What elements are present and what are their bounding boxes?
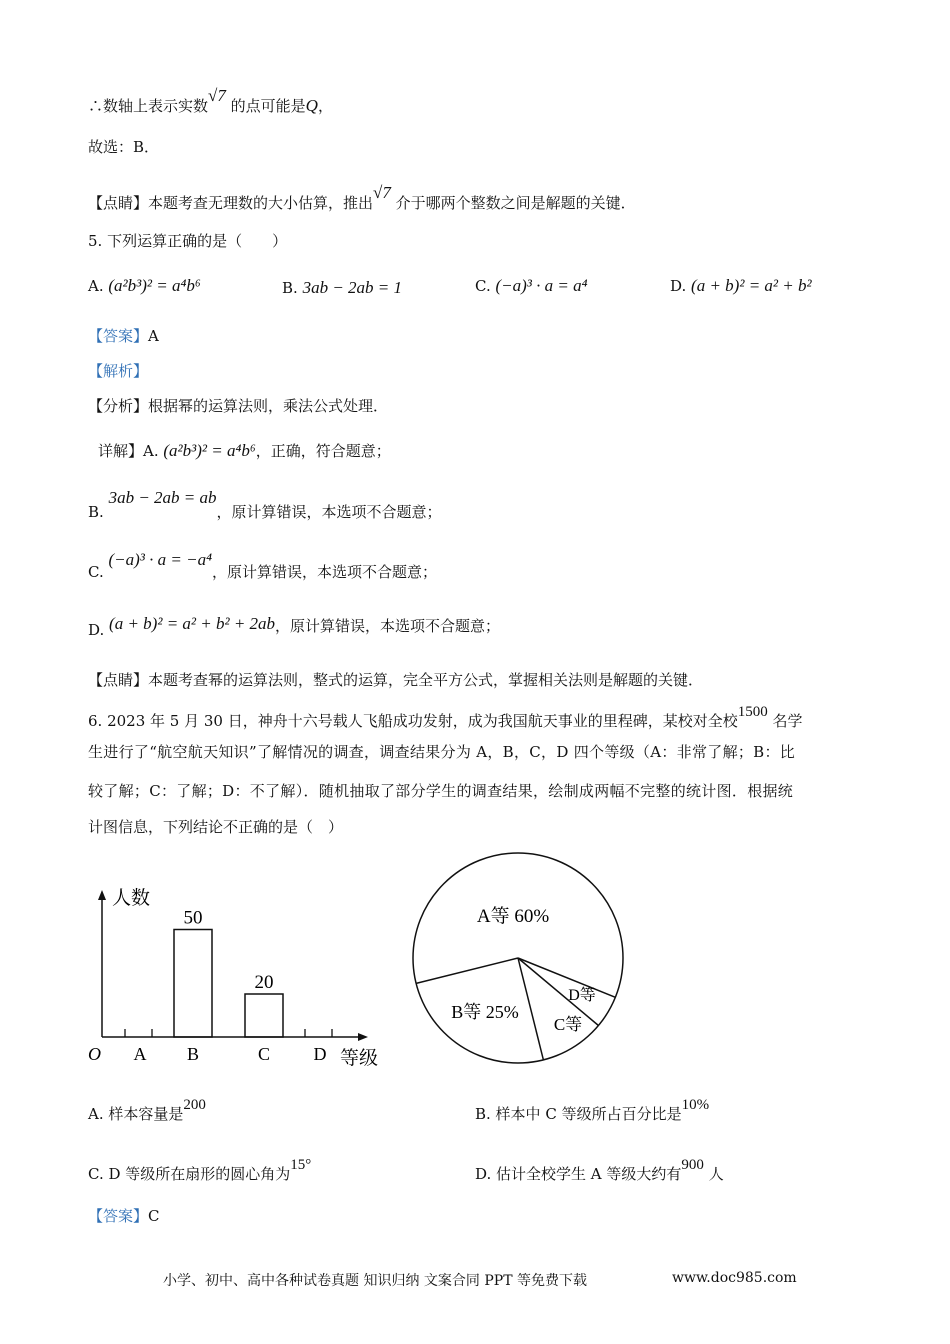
x-axis-arrow (358, 1033, 368, 1041)
q6-line: 6. 2023 年 5 月 30 日，神舟十六号载人飞船成功发射，成为我国航天事业的里程碑，某校对全校1500 名学 (88, 704, 803, 730)
y-axis-label: 人数 (112, 888, 151, 909)
pie-slice-edge (518, 958, 615, 997)
q5-option-c: C. (−a)³ · a = a⁴ (475, 276, 588, 295)
x-tick-label: A (133, 1044, 147, 1064)
q6-option-a: A. 样本容量是200 (88, 1097, 206, 1123)
q6-line: 计图信息，下列结论不正确的是（ ） (88, 818, 344, 836)
x-tick-label: C (257, 1044, 271, 1064)
pie-label: D等 (568, 987, 596, 1004)
text-line: 故选：B． (88, 138, 160, 156)
x-axis-label: 等级 (340, 1048, 379, 1069)
origin-label: O (88, 1044, 101, 1064)
text-line: 【点睛】本题考查无理数的大小估算，推出√7 介于哪两个整数之间是解题的关键． (88, 183, 636, 212)
bar-B (174, 930, 212, 1038)
q5-answer: 【答案】A (88, 327, 159, 345)
pie-chart (413, 853, 623, 1063)
y-axis-arrow (98, 890, 106, 900)
detail-a: 详解】A. (a²b³)² = a⁴b⁶，正确，符合题意； (98, 441, 391, 460)
pie-slice-edge (416, 958, 518, 983)
sqrt7: √7 (208, 86, 226, 105)
q6-option-d: D. 估计全校学生 A 等级大约有900 人 (475, 1157, 724, 1183)
q6-line: 较了解；C：了解；D：不了解）．随机抽取了部分学生的调查结果，绘制成两幅不完整的统计图．根据统 (88, 782, 794, 800)
bar-value-label: 20 (254, 972, 274, 993)
pie-label: A等 60% (476, 906, 550, 927)
analysis-tag: 【解析】 (88, 362, 149, 380)
text-line: ∴数轴上表示实数√7 的点可能是Q， (88, 86, 333, 115)
q6-option-b: B. 样本中 C 等级所占百分比是10% (475, 1097, 710, 1123)
footer-link[interactable]: www.doc985.com (672, 1270, 797, 1286)
q5-stem: 5. 下列运算正确的是（ ） (88, 232, 288, 250)
detail-d: D. (a + b)² = a² + b² + 2ab，原计算错误，本选项不合题意； (88, 614, 501, 639)
q6-line: 生进行了“航空航天知识”了解情况的调查，调查结果分为 A，B，C，D 四个等级（A：非常了解；B：比 (88, 743, 796, 761)
footer-text: 小学、初中、高中各种试卷真题 知识归纳 文案合同 PPT 等免费下载 (163, 1273, 587, 1289)
x-tick-label: B (186, 1044, 200, 1064)
pie-label: B等 25% (451, 1002, 519, 1022)
q6-answer: 【答案】C (88, 1207, 160, 1225)
dianjing: 【点睛】本题考查幂的运算法则，整式的运算，完全平方公式，掌握相关法则是解题的关键． (88, 671, 704, 689)
bar-C (245, 994, 283, 1037)
bar-value-label: 50 (183, 907, 203, 929)
detail-b: B. 3ab − 2ab = ab，原计算错误，本选项不合题意； (88, 488, 442, 521)
detail-c: C. (−a)³ · a = −a⁴，原计算错误，本选项不合题意； (88, 550, 438, 581)
analysis-text: 【分析】根据幂的运算法则，乘法公式处理． (88, 397, 389, 415)
x-tick-label: D (313, 1044, 327, 1064)
bar-chart (88, 887, 378, 1069)
q5-option-a: A. (a²b³)² = a⁴b⁶ (88, 276, 201, 295)
q5-option-d: D. (a + b)² = a² + b² (670, 276, 812, 295)
charts (0, 840, 950, 1080)
pie-label: C等 (553, 1015, 583, 1034)
pie-slice-edge (518, 958, 543, 1060)
q6-option-c: C. D 等级所在扇形的圆心角为15° (88, 1157, 312, 1183)
q5-option-b: B. 3ab − 2ab = 1 (282, 278, 403, 297)
